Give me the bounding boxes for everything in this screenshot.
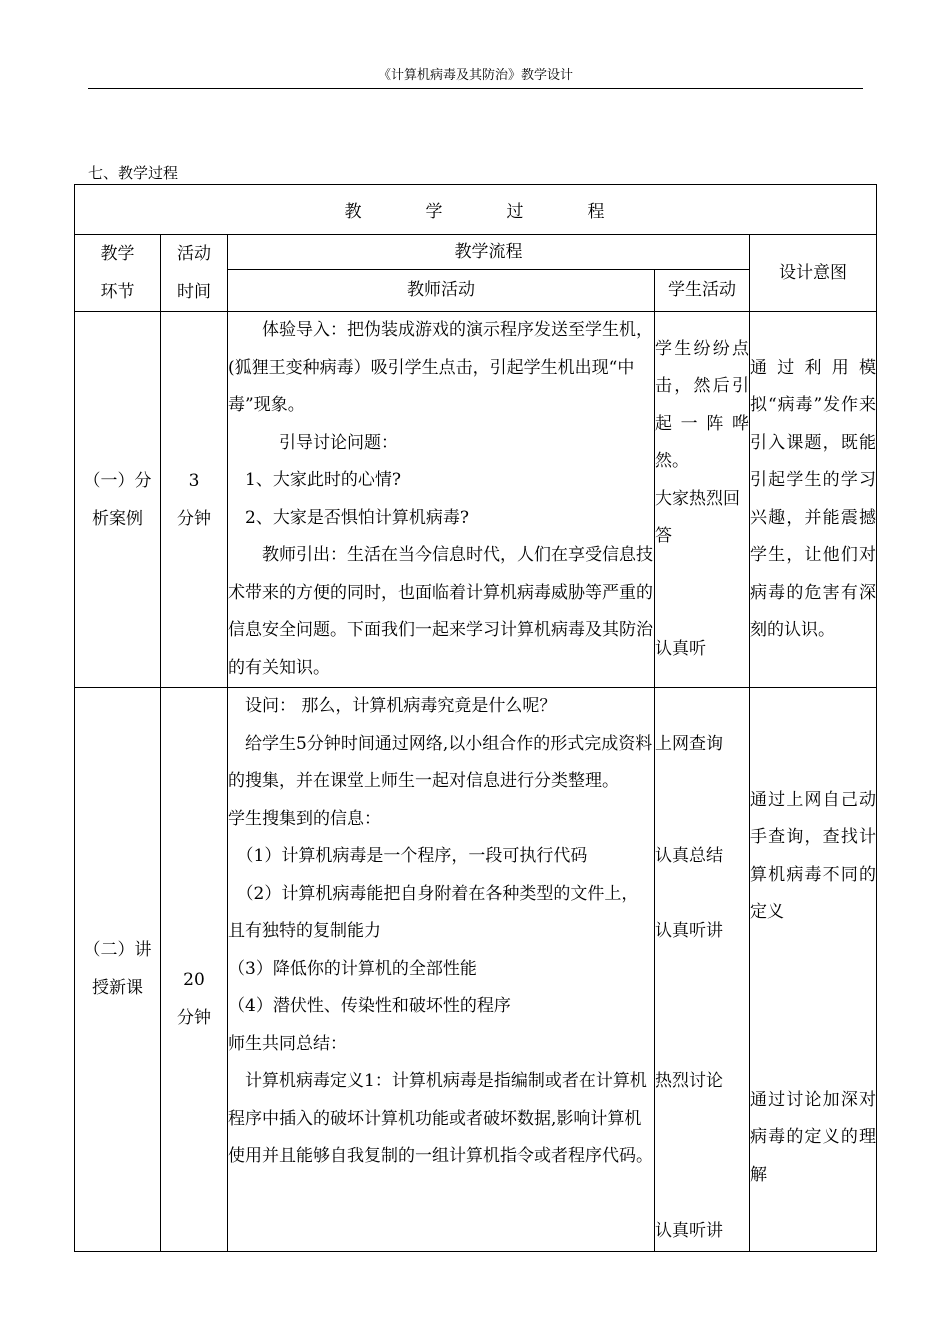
student-activity-text: 热烈讨论 (655, 1071, 723, 1091)
teacher-paragraph: 引导讨论问题： (279, 432, 398, 453)
student-activity-text: 认真听 (655, 638, 706, 659)
teacher-paragraph: 体验导入：把伪装成游戏的演示程序发送至学生机，(狐狸王变种病毒）吸引学生点击，引起学生机出现“中毒”现象。 (228, 320, 653, 415)
header-stage-line: 教学 (100, 244, 135, 264)
header-stage-line: 环节 (100, 282, 135, 302)
intent-text: 通过利用模拟“病毒”发作来引入课题，既能引起学生的学习兴趣，并能震撼学生，让他们对病毒的危害有深刻的认识。 (750, 357, 876, 640)
row2-teacher-activity (228, 688, 655, 1252)
header-time-line: 活动 (177, 244, 211, 264)
intent-text: 通过上网自己动手查询，查找计算机病毒不同的定义 (750, 789, 876, 923)
student-activity-text: 认真总结 (655, 846, 723, 866)
row2-time-line: 分钟 (177, 1008, 211, 1029)
teacher-paragraph: （3）降低你的计算机的全部性能 (228, 958, 477, 979)
teacher-paragraph: 给学生5分钟时间通过网络,以小组合作的形式完成资料的搜集，并在课堂上师生一起对信息进行分类整理。 (228, 733, 653, 791)
row1-teacher-activity (228, 312, 655, 688)
row1-time-line: 分钟 (177, 508, 211, 529)
title-char: 教 (344, 202, 364, 222)
title-char: 学 (425, 202, 445, 222)
teacher-paragraph: 计算机病毒定义1：计算机病毒是指编制或者在计算机程序中插入的破坏计算机功能或者破坏数据,影响计算机使用并且能够自我复制的一组计算机指令或者程序代码。 (228, 1071, 653, 1166)
header-intent: 设计意图 (750, 235, 877, 312)
row1-design-intent (750, 312, 877, 688)
teacher-paragraph: 设问： 那么，计算机病毒究竟是什么呢？ (245, 696, 557, 716)
page-header: 《计算机病毒及其防治》教学设计 (377, 68, 573, 83)
student-activity-text: 认真听讲 (655, 921, 723, 941)
row1-time (161, 312, 228, 688)
title-char: 过 (506, 202, 526, 222)
student-activity-text: 大家热烈回答 (655, 488, 740, 547)
teacher-paragraph: （2）计算机病毒能把自身附着在各种类型的文件上，且有独特的复制能力 (228, 883, 639, 941)
header-stage (75, 235, 161, 312)
student-activity-text: 学生纷纷点击，然后引起一阵哗然。 (655, 338, 749, 472)
row2-stage-line: （二）讲 (83, 940, 152, 961)
student-activity-text: 上网查询 (655, 733, 723, 754)
teacher-paragraph: 2、大家是否惧怕计算机病毒? (245, 507, 469, 528)
row1-time-line: 3 (188, 470, 200, 491)
header-flow: 教学流程 (228, 235, 750, 270)
row2-time-line: 20 (183, 970, 205, 991)
teacher-paragraph: 学生搜集到的信息： (228, 808, 381, 829)
row1-student-activity (655, 312, 750, 688)
row1-stage (75, 312, 161, 688)
header-time (161, 235, 228, 312)
intent-text: 通过讨论加深对病毒的定义的理解 (750, 1089, 876, 1185)
teaching-process-table (74, 184, 877, 1252)
row1-stage-line: （一）分 (83, 470, 152, 491)
header-teacher: 教师活动 (228, 269, 655, 311)
teacher-paragraph: 师生共同总结： (228, 1033, 347, 1054)
row2-student-activity (655, 688, 750, 1252)
row2-stage-line: 授新课 (92, 978, 143, 999)
teacher-paragraph: 教师引出：生活在当今信息时代，人们在享受信息技术带来的方便的同时，也面临着计算机病毒威胁等严重的信息安全问题。下面我们一起来学习计算机病毒及其防治的有关知识。 (228, 545, 653, 678)
row2-time (161, 688, 228, 1252)
teacher-paragraph: 1、大家此时的心情? (245, 470, 401, 490)
section-title: 七、教学过程 (88, 164, 179, 182)
header-time-line: 时间 (177, 282, 211, 302)
header-student: 学生活动 (655, 269, 750, 311)
header-rule (88, 88, 863, 89)
row1-stage-line: 析案例 (92, 508, 143, 529)
row2-stage (75, 688, 161, 1252)
student-activity-text: 认真听讲 (655, 1221, 723, 1241)
title-char: 程 (587, 202, 607, 222)
table-main-title (75, 185, 877, 235)
teacher-paragraph: （1）计算机病毒是一个程序，一段可执行代码 (236, 846, 588, 866)
teacher-paragraph: （4）潜伏性、传染性和破坏性的程序 (228, 996, 511, 1016)
row2-design-intent (750, 688, 877, 1252)
